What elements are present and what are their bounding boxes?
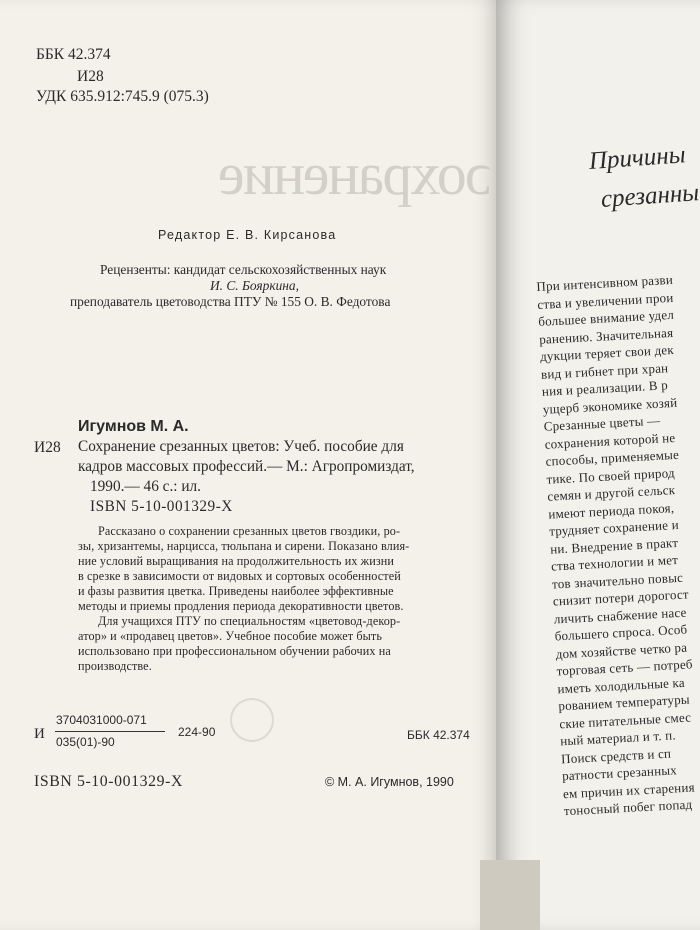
body-line: вид и гибнет при хран <box>540 359 669 382</box>
body-line: ранению. Значительная <box>538 324 674 347</box>
card-author: Игумнов М. А. <box>78 418 189 435</box>
annotation-line: атор» и «продавец цветов». Учебное пособие может быть <box>78 629 383 643</box>
body-line: ущерб экономике хозяй <box>542 394 678 417</box>
index-letter: И <box>34 726 45 742</box>
annotation-line: Рассказано о сохранении срезанных цветов гвоздики, ро- <box>98 524 401 538</box>
udk-code: УДК 635.912:745.9 (075.3) <box>36 88 209 105</box>
card-title-line-2: кадров массовых профессий.— М.: Агропромиздат, <box>78 458 415 475</box>
reviewers-line-1: Рецензенты: кандидат сельскохозяйственных наук <box>100 262 387 277</box>
spine-gap <box>480 860 540 930</box>
body-line: ские питательные смес <box>558 708 692 731</box>
body-line: ния и реализации. В р <box>541 377 669 399</box>
body-line: личить снабжение насе <box>553 604 687 627</box>
card-isbn: ISBN 5-10-001329-X <box>90 498 233 515</box>
annotation-line: ние условий выращивания на продолжительность их жизни <box>78 554 394 568</box>
index-price: 224-90 <box>178 725 216 739</box>
body-line: Поиск средств и сп <box>560 745 672 766</box>
body-line: тоносный побег попад <box>563 796 693 819</box>
body-line: большее внимание удел <box>537 306 675 329</box>
body-line: торговая сеть — потреб <box>556 656 694 679</box>
annotation-line: в срезке в зависимости от видовых и сортовых особенностей <box>78 569 401 583</box>
body-line: ни. Внедрение в практ <box>549 534 679 557</box>
annotation-line: методы и приемы продления периода декоративности цветов. <box>78 599 404 613</box>
annotation-line: зы, хризантемы, нарцисса, тюльпана и сирени. Показано влия- <box>78 539 410 553</box>
body-line: снизит потери дорогост <box>552 586 690 609</box>
body-line: дом хозяйстве четко ра <box>555 639 688 661</box>
card-mark: И28 <box>34 439 61 456</box>
chapter-title-line-2: срезанны <box>600 179 700 213</box>
chapter-title-line-1: Причины <box>588 141 687 175</box>
body-line: сохранения которой не <box>544 429 676 452</box>
index-code-bottom: 035(01)-90 <box>56 735 115 749</box>
body-line: семян и другой сельск <box>547 482 676 504</box>
bbk-code: ББК 42.374 <box>36 46 111 63</box>
body-line: ный материал и т. п. <box>559 727 677 749</box>
index-code-top: 3704031000-071 <box>56 713 147 727</box>
body-line: дукции теряет свои дек <box>539 341 675 364</box>
body-line: иметь холодильные ка <box>557 674 686 696</box>
body-line: рованием температуры <box>558 691 691 714</box>
annotation-line: и фазы развития цветка. Приведены наиболее эффективные <box>78 584 394 598</box>
reviewers-line-3: преподаватель цветоводства ПТУ № 155 О. В. Федотова <box>70 294 391 309</box>
body-line: Срезанные цветы — <box>543 412 661 434</box>
body-line: большего спроса. Особ <box>554 621 688 644</box>
body-line: способы, применяемые <box>545 446 680 469</box>
body-line: ем причин их старения <box>562 778 696 801</box>
bleed-through-title: ɔохранение <box>220 141 492 207</box>
body-line: тов значительно повыс <box>551 569 684 592</box>
editor-line: Редактор Е. В. Кирсанова <box>158 228 337 242</box>
reviewers-line-2: И. С. Бояркина, <box>210 278 299 293</box>
body-line: ства и увеличении прои <box>536 289 674 312</box>
index-rule <box>55 731 165 732</box>
body-line: При интенсивном разви <box>536 271 674 294</box>
body-line: трудняет сохранение и <box>548 516 680 539</box>
right-page <box>496 0 700 930</box>
right-body-text <box>536 271 700 820</box>
card-title-line-1: Сохранение срезанных цветов: Учеб. пособие для <box>78 438 404 455</box>
body-line: ства технологии и мет <box>550 551 679 574</box>
index-bbk: ББК 42.374 <box>407 728 470 742</box>
body-line: имеют периода покоя, <box>547 499 675 522</box>
annotation <box>78 524 409 674</box>
annotation-line: производстве. <box>78 659 152 673</box>
annotation-line: Для учащихся ПТУ по специальностям «цветовод-декор- <box>98 614 401 628</box>
annotation-line: использовано при профессиональном обучении рабочих на <box>78 644 391 658</box>
author-mark: И28 <box>77 68 104 85</box>
footer-isbn: ISBN 5-10-001329-X <box>34 773 184 790</box>
body-line: ратности срезанных <box>561 762 678 784</box>
emblem-bleed-icon <box>230 698 274 742</box>
footer-copyright: © М. А. Игумнов, 1990 <box>325 775 454 789</box>
body-line: тике. По своей природ <box>546 464 676 487</box>
card-title-line-3: 1990.— 46 с.: ил. <box>90 478 201 495</box>
